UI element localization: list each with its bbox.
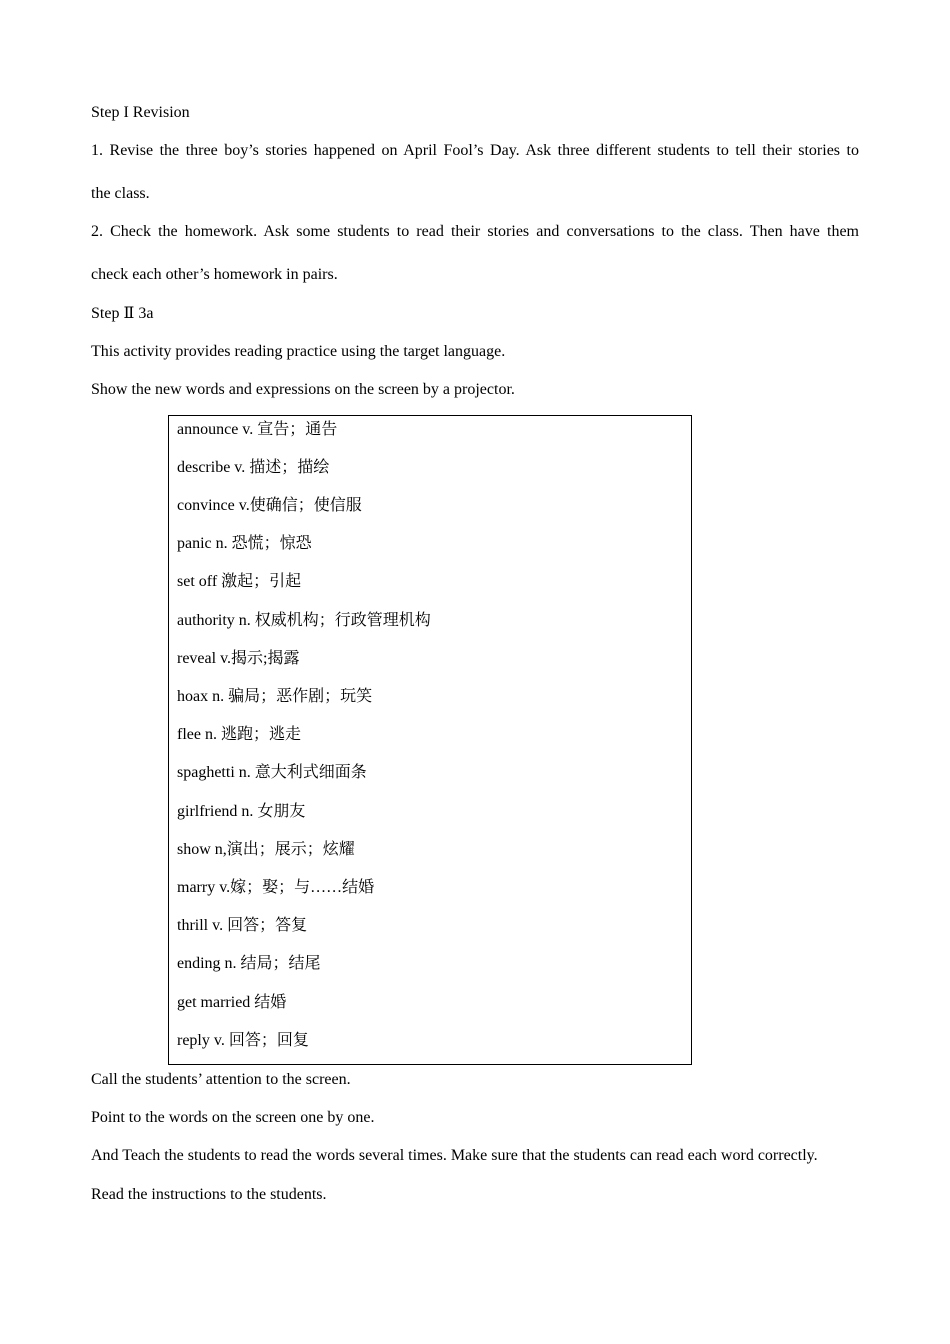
paragraph-3: This activity provides reading practice using the target language. — [91, 343, 506, 360]
vocab-item: authority n. 权威机构；行政管理机构 — [177, 612, 431, 629]
vocab-item: convince v.使确信；使信服 — [177, 497, 362, 514]
vocab-item: describe v. 描述；描绘 — [177, 459, 330, 476]
paragraph-5: Call the students’ attention to the screen. — [91, 1071, 351, 1088]
vocab-item: marry v.嫁；娶；与……结婚 — [177, 879, 375, 896]
vocab-item: show n,演出；展示；炫耀 — [177, 841, 355, 858]
vocab-item: set off 激起；引起 — [177, 573, 302, 590]
step1-heading: Step I Revision — [91, 104, 190, 121]
paragraph-6: Point to the words on the screen one by one. — [91, 1109, 375, 1126]
paragraph-1-line-2: the class. — [91, 185, 150, 202]
vocab-item: hoax n. 骗局；恶作剧；玩笑 — [177, 688, 373, 705]
paragraph-1-line-1: 1. Revise the three boy’s stories happened on April Fool’s Day. Ask three different students to tell their stories to — [91, 142, 859, 159]
paragraph-2-line-1: 2. Check the homework. Ask some students to read their stories and conversations to the class. Then have them — [91, 223, 859, 240]
vocab-item: announce v. 宣告；通告 — [177, 421, 338, 438]
paragraph-4: Show the new words and expressions on the screen by a projector. — [91, 381, 515, 398]
vocab-item: reveal v.揭示;揭露 — [177, 650, 300, 667]
vocab-item: get married 结婚 — [177, 994, 287, 1011]
paragraph-7: And Teach the students to read the words several times. Make sure that the students can read each word correctly. — [91, 1147, 818, 1164]
paragraph-8: Read the instructions to the students. — [91, 1186, 327, 1203]
vocabulary-box — [168, 415, 692, 1065]
vocab-item: girlfriend n. 女朋友 — [177, 803, 306, 820]
vocab-item: panic n. 恐慌；惊恐 — [177, 535, 312, 552]
vocab-item: ending n. 结局；结尾 — [177, 955, 321, 972]
step2-heading: Step Ⅱ 3a — [91, 305, 154, 322]
vocab-item: thrill v. 回答；答复 — [177, 917, 308, 934]
vocab-item: reply v. 回答；回复 — [177, 1032, 309, 1049]
vocab-item: spaghetti n. 意大利式细面条 — [177, 764, 367, 781]
vocab-item: flee n. 逃跑；逃走 — [177, 726, 301, 743]
paragraph-2-line-2: check each other’s homework in pairs. — [91, 266, 338, 283]
